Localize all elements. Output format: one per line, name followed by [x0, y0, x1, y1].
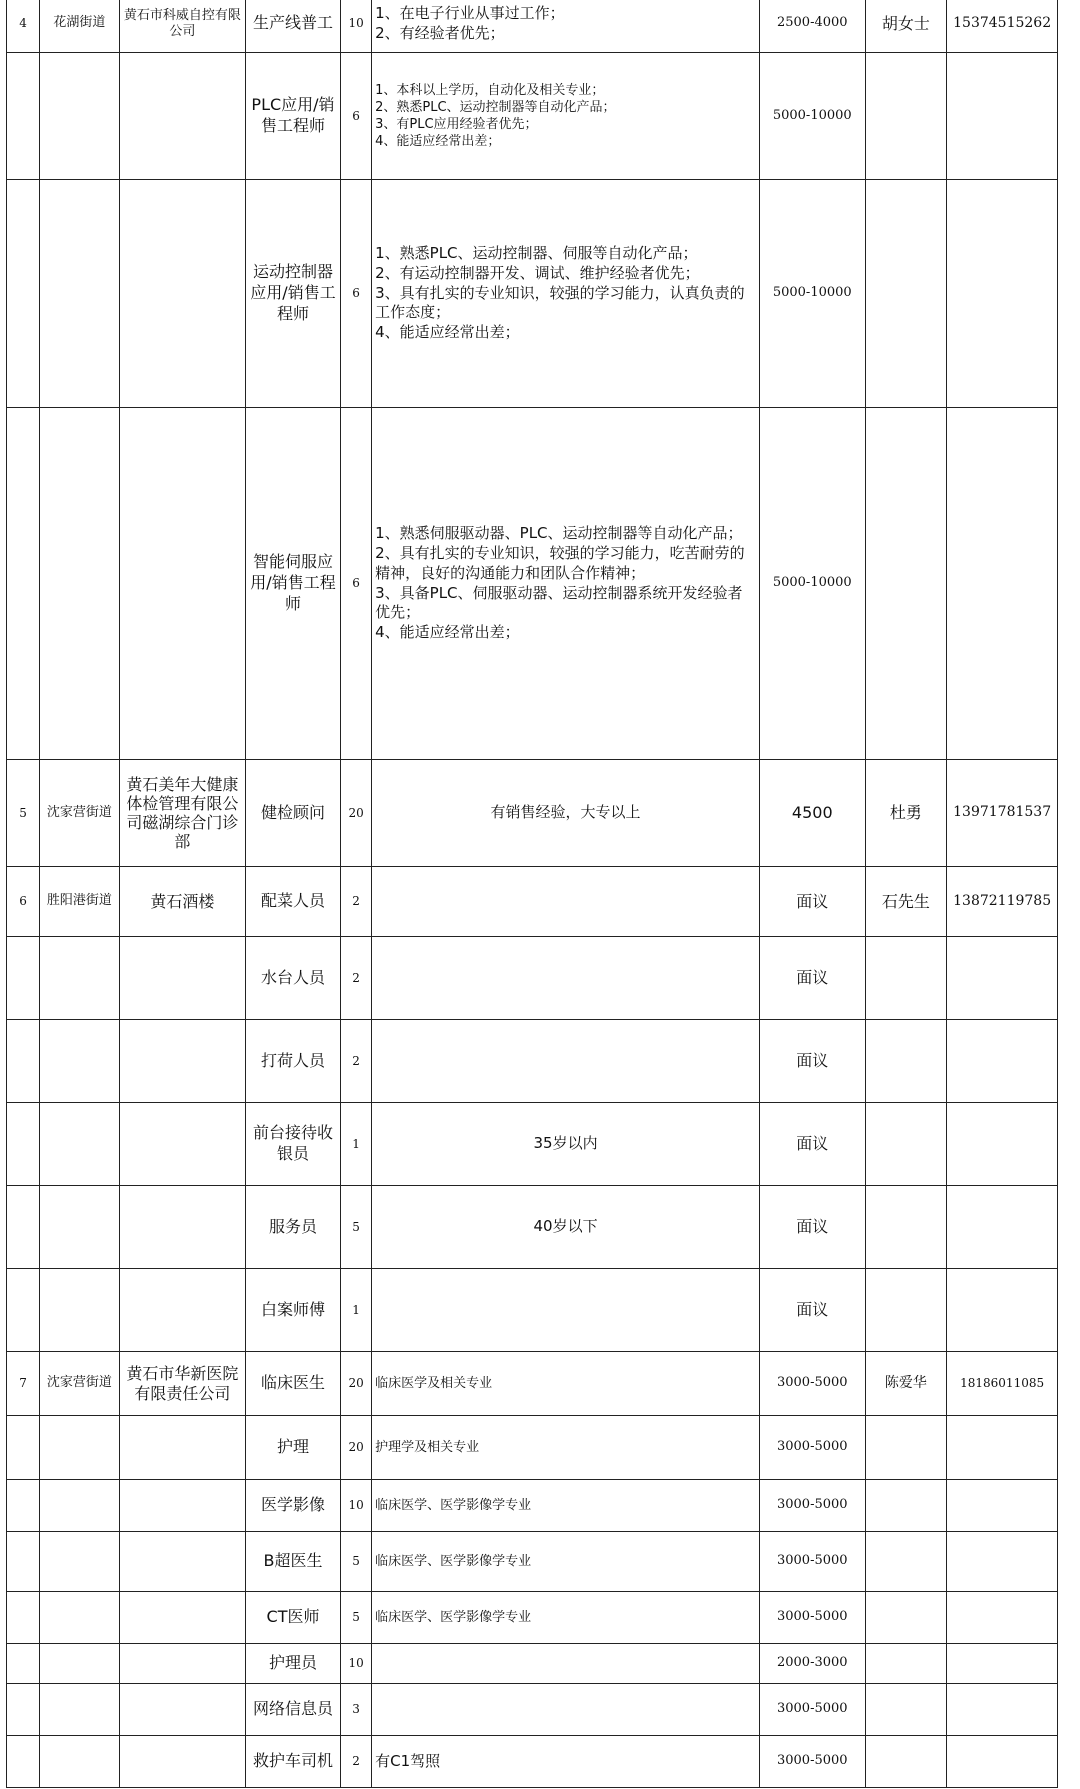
- company-cell: [119, 1416, 245, 1480]
- table-row: [7, 1020, 1058, 1103]
- requirement-line: 1、本科以上学历，自动化及相关专业；: [375, 82, 605, 98]
- street-cell: [40, 1644, 120, 1684]
- contact-cell: [865, 1592, 947, 1644]
- position-cell: 前台接待收银员: [245, 1103, 340, 1186]
- phone-cell: [947, 1684, 1058, 1736]
- salary-cell: 面议: [760, 867, 866, 937]
- phone-cell: 18186011085: [947, 1352, 1058, 1416]
- contact-cell: 杜勇: [865, 760, 947, 867]
- requirement-line: 1、熟悉PLC、运动控制器、伺服等自动化产品；: [375, 244, 698, 262]
- salary-cell: 2500-4000: [760, 0, 866, 53]
- row-number: 5: [7, 760, 40, 867]
- headcount-cell: 6: [341, 180, 372, 408]
- company-cell: [119, 408, 245, 760]
- street-cell: [40, 1736, 120, 1788]
- company-cell: 黄石美年大健康体检管理有限公司磁湖综合门诊部: [119, 760, 245, 867]
- requirement-line: 3、具备PLC、伺服驱动器、运动控制器系统开发经验者优先；: [375, 583, 743, 622]
- requirement-line: 1、熟悉伺服驱动器、PLC、运动控制器等自动化产品；: [375, 524, 743, 543]
- phone-cell: [947, 408, 1058, 760]
- headcount-cell: 20: [341, 1352, 372, 1416]
- contact-cell: [865, 1186, 947, 1269]
- contact-cell: [865, 1532, 947, 1592]
- salary-cell: 5000-10000: [760, 53, 866, 180]
- salary-cell: 面议: [760, 1269, 866, 1352]
- headcount-cell: 1: [341, 1269, 372, 1352]
- table-row: [7, 1186, 1058, 1269]
- street-cell: [40, 1416, 120, 1480]
- requirements-cell: [372, 0, 760, 53]
- table-row: [7, 937, 1058, 1020]
- salary-cell: 2000-3000: [760, 1644, 866, 1684]
- requirement-line: 40岁以下: [533, 1217, 598, 1236]
- headcount-cell: 5: [341, 1532, 372, 1592]
- street-cell: [40, 1480, 120, 1532]
- row-number: 6: [7, 867, 40, 937]
- salary-cell: 3000-5000: [760, 1480, 866, 1532]
- requirement-line: 临床医学、医学影像学专业: [375, 1553, 532, 1569]
- table-row: [7, 1644, 1058, 1684]
- street-cell: [40, 937, 120, 1020]
- company-cell: [119, 1269, 245, 1352]
- requirement-line: 4、能适应经常出差；: [375, 323, 520, 342]
- company-cell: [119, 1532, 245, 1592]
- requirement-line: 2、有运动控制器开发、调试、维护经验者优先；: [375, 263, 700, 282]
- salary-cell: 3000-5000: [760, 1416, 866, 1480]
- requirements-cell: [372, 1186, 760, 1269]
- phone-cell: [947, 1592, 1058, 1644]
- contact-cell: [865, 1736, 947, 1788]
- position-cell: B超医生: [245, 1532, 340, 1592]
- requirement-line: 1、在电子行业从事过工作；: [375, 3, 565, 22]
- phone-cell: [947, 1103, 1058, 1186]
- salary-cell: 3000-5000: [760, 1736, 866, 1788]
- phone-cell: [947, 1532, 1058, 1592]
- table-row: [7, 1480, 1058, 1532]
- row-number: [7, 937, 40, 1020]
- requirement-line: 有销售经验，大专以上: [490, 803, 641, 822]
- phone-cell: [947, 180, 1058, 408]
- phone-cell: [947, 937, 1058, 1020]
- requirements-cell: [372, 1644, 760, 1684]
- phone-cell: [947, 1416, 1058, 1480]
- company-cell: [119, 1592, 245, 1644]
- headcount-cell: 2: [341, 867, 372, 937]
- position-cell: 配菜人员: [245, 867, 340, 937]
- headcount-cell: 6: [341, 408, 372, 760]
- requirements-cell: [372, 1103, 760, 1186]
- street-cell: [40, 408, 120, 760]
- job-table-body: [7, 0, 1058, 1788]
- position-cell: 健检顾问: [245, 760, 340, 867]
- requirement-line: 临床医学、医学影像学专业: [375, 1497, 532, 1513]
- position-cell: PLC应用/销售工程师: [245, 53, 340, 180]
- company-cell: [119, 1736, 245, 1788]
- contact-cell: 石先生: [865, 867, 947, 937]
- requirement-line: 临床医学、医学影像学专业: [375, 1609, 532, 1625]
- contact-cell: [865, 408, 947, 760]
- street-cell: 沈家营街道: [40, 1352, 120, 1416]
- requirements-cell: [372, 1736, 760, 1788]
- street-cell: [40, 1186, 120, 1269]
- phone-cell: [947, 1269, 1058, 1352]
- requirement-line: 2、有经验者优先；: [375, 23, 505, 42]
- headcount-cell: 20: [341, 1416, 372, 1480]
- headcount-cell: 10: [341, 1480, 372, 1532]
- row-number: 7: [7, 1352, 40, 1416]
- contact-cell: [865, 1103, 947, 1186]
- row-number: [7, 408, 40, 760]
- headcount-cell: 10: [341, 1644, 372, 1684]
- company-cell: 黄石市科威自控有限公司: [119, 0, 245, 53]
- phone-cell: 13872119785: [947, 867, 1058, 937]
- table-row: [7, 1103, 1058, 1186]
- phone-cell: [947, 53, 1058, 180]
- requirement-line: 2、具有扎实的专业知识，较强的学习能力，吃苦耐劳的精神，良好的沟通能力和团队合作精神；: [375, 543, 745, 582]
- position-cell: 水台人员: [245, 937, 340, 1020]
- requirements-cell: [372, 937, 760, 1020]
- company-cell: [119, 53, 245, 180]
- company-cell: [119, 1684, 245, 1736]
- row-number: [7, 1020, 40, 1103]
- contact-cell: [865, 53, 947, 180]
- headcount-cell: 1: [341, 1103, 372, 1186]
- table-row: [7, 0, 1058, 53]
- salary-cell: 3000-5000: [760, 1532, 866, 1592]
- position-cell: 救护车司机: [245, 1736, 340, 1788]
- requirements-cell: [372, 867, 760, 937]
- row-number: [7, 1269, 40, 1352]
- street-cell: [40, 1532, 120, 1592]
- position-cell: 生产线普工: [245, 0, 340, 53]
- job-table: [6, 0, 1058, 1788]
- phone-cell: [947, 1644, 1058, 1684]
- table-row: [7, 180, 1058, 408]
- phone-cell: [947, 1020, 1058, 1103]
- position-cell: 打荷人员: [245, 1020, 340, 1103]
- row-number: [7, 1480, 40, 1532]
- position-cell: CT医师: [245, 1592, 340, 1644]
- headcount-cell: 20: [341, 760, 372, 867]
- salary-cell: 5000-10000: [760, 180, 866, 408]
- salary-cell: 面议: [760, 1103, 866, 1186]
- street-cell: 沈家营街道: [40, 760, 120, 867]
- requirements-cell: [372, 408, 760, 760]
- street-cell: [40, 180, 120, 408]
- requirements-cell: [372, 1416, 760, 1480]
- phone-cell: [947, 1480, 1058, 1532]
- contact-cell: [865, 1480, 947, 1532]
- contact-cell: 陈爱华: [865, 1352, 947, 1416]
- company-cell: 黄石酒楼: [119, 867, 245, 937]
- phone-cell: [947, 1186, 1058, 1269]
- headcount-cell: 2: [341, 937, 372, 1020]
- requirement-line: 2、熟悉PLC、运动控制器等自动化产品；: [375, 99, 616, 115]
- company-cell: [119, 1644, 245, 1684]
- requirement-line: 3、具有扎实的专业知识，较强的学习能力，认真负责的工作态度；: [375, 283, 745, 322]
- contact-cell: [865, 1020, 947, 1103]
- requirements-cell: [372, 1269, 760, 1352]
- position-cell: 服务员: [245, 1186, 340, 1269]
- table-row: [7, 1736, 1058, 1788]
- headcount-cell: 10: [341, 0, 372, 53]
- position-cell: 护理员: [245, 1644, 340, 1684]
- salary-cell: 4500: [760, 760, 866, 867]
- street-cell: [40, 1269, 120, 1352]
- position-cell: 医学影像: [245, 1480, 340, 1532]
- contact-cell: [865, 1416, 947, 1480]
- street-cell: [40, 1684, 120, 1736]
- table-row: [7, 1684, 1058, 1736]
- headcount-cell: 3: [341, 1684, 372, 1736]
- headcount-cell: 2: [341, 1020, 372, 1103]
- table-row: [7, 1532, 1058, 1592]
- salary-cell: 3000-5000: [760, 1592, 866, 1644]
- row-number: [7, 1532, 40, 1592]
- table-row: [7, 53, 1058, 180]
- street-cell: [40, 53, 120, 180]
- street-cell: [40, 1592, 120, 1644]
- row-number: [7, 180, 40, 408]
- street-cell: [40, 1103, 120, 1186]
- requirement-line: 4、能适应经常出差；: [375, 134, 501, 150]
- salary-cell: 3000-5000: [760, 1352, 866, 1416]
- requirements-cell: [372, 1592, 760, 1644]
- requirements-cell: [372, 1480, 760, 1532]
- requirements-cell: [372, 760, 760, 867]
- row-number: [7, 1736, 40, 1788]
- company-cell: [119, 1103, 245, 1186]
- position-cell: 临床医生: [245, 1352, 340, 1416]
- contact-cell: 胡女士: [865, 0, 947, 53]
- table-row: [7, 1269, 1058, 1352]
- street-cell: 花湖街道: [40, 0, 120, 53]
- contact-cell: [865, 180, 947, 408]
- row-number: [7, 1103, 40, 1186]
- headcount-cell: 2: [341, 1736, 372, 1788]
- contact-cell: [865, 1269, 947, 1352]
- table-row: [7, 408, 1058, 760]
- table-row: [7, 760, 1058, 867]
- position-cell: 白案师傅: [245, 1269, 340, 1352]
- row-number: [7, 1186, 40, 1269]
- street-cell: 胜阳港街道: [40, 867, 120, 937]
- company-cell: [119, 1020, 245, 1103]
- salary-cell: 面议: [760, 1186, 866, 1269]
- headcount-cell: 5: [341, 1186, 372, 1269]
- requirements-cell: [372, 53, 760, 180]
- row-number: [7, 1592, 40, 1644]
- phone-cell: 15374515262: [947, 0, 1058, 53]
- requirements-cell: [372, 1684, 760, 1736]
- position-cell: 智能伺服应用/销售工程师: [245, 408, 340, 760]
- street-cell: [40, 1020, 120, 1103]
- table-row: [7, 867, 1058, 937]
- table-row: [7, 1592, 1058, 1644]
- company-cell: [119, 180, 245, 408]
- salary-cell: 3000-5000: [760, 1684, 866, 1736]
- requirements-cell: [372, 1020, 760, 1103]
- position-cell: 网络信息员: [245, 1684, 340, 1736]
- company-cell: [119, 1186, 245, 1269]
- requirement-line: 3、有PLC应用经验者优先；: [375, 117, 538, 132]
- row-number: [7, 1644, 40, 1684]
- phone-cell: [947, 1736, 1058, 1788]
- row-number: [7, 1416, 40, 1480]
- headcount-cell: 5: [341, 1592, 372, 1644]
- requirements-cell: [372, 1532, 760, 1592]
- salary-cell: 面议: [760, 1020, 866, 1103]
- requirements-cell: [372, 180, 760, 408]
- requirement-line: 护理学及相关专业: [375, 1439, 480, 1455]
- row-number: [7, 1684, 40, 1736]
- headcount-cell: 6: [341, 53, 372, 180]
- row-number: [7, 53, 40, 180]
- requirements-cell: [372, 1352, 760, 1416]
- contact-cell: [865, 1644, 947, 1684]
- phone-cell: 13971781537: [947, 760, 1058, 867]
- row-number: 4: [7, 0, 40, 53]
- position-cell: 护理: [245, 1416, 340, 1480]
- company-cell: [119, 1480, 245, 1532]
- contact-cell: [865, 1684, 947, 1736]
- company-cell: [119, 937, 245, 1020]
- position-cell: 运动控制器应用/销售工程师: [245, 180, 340, 408]
- requirement-line: 有C1驾照: [375, 1751, 441, 1770]
- contact-cell: [865, 937, 947, 1020]
- salary-cell: 面议: [760, 937, 866, 1020]
- table-row: [7, 1352, 1058, 1416]
- company-cell: 黄石市华新医院有限责任公司: [119, 1352, 245, 1416]
- table-row: [7, 1416, 1058, 1480]
- requirement-line: 临床医学及相关专业: [375, 1375, 493, 1391]
- requirement-line: 4、能适应经常出差；: [375, 623, 520, 642]
- requirement-line: 35岁以内: [533, 1134, 598, 1153]
- salary-cell: 5000-10000: [760, 408, 866, 760]
